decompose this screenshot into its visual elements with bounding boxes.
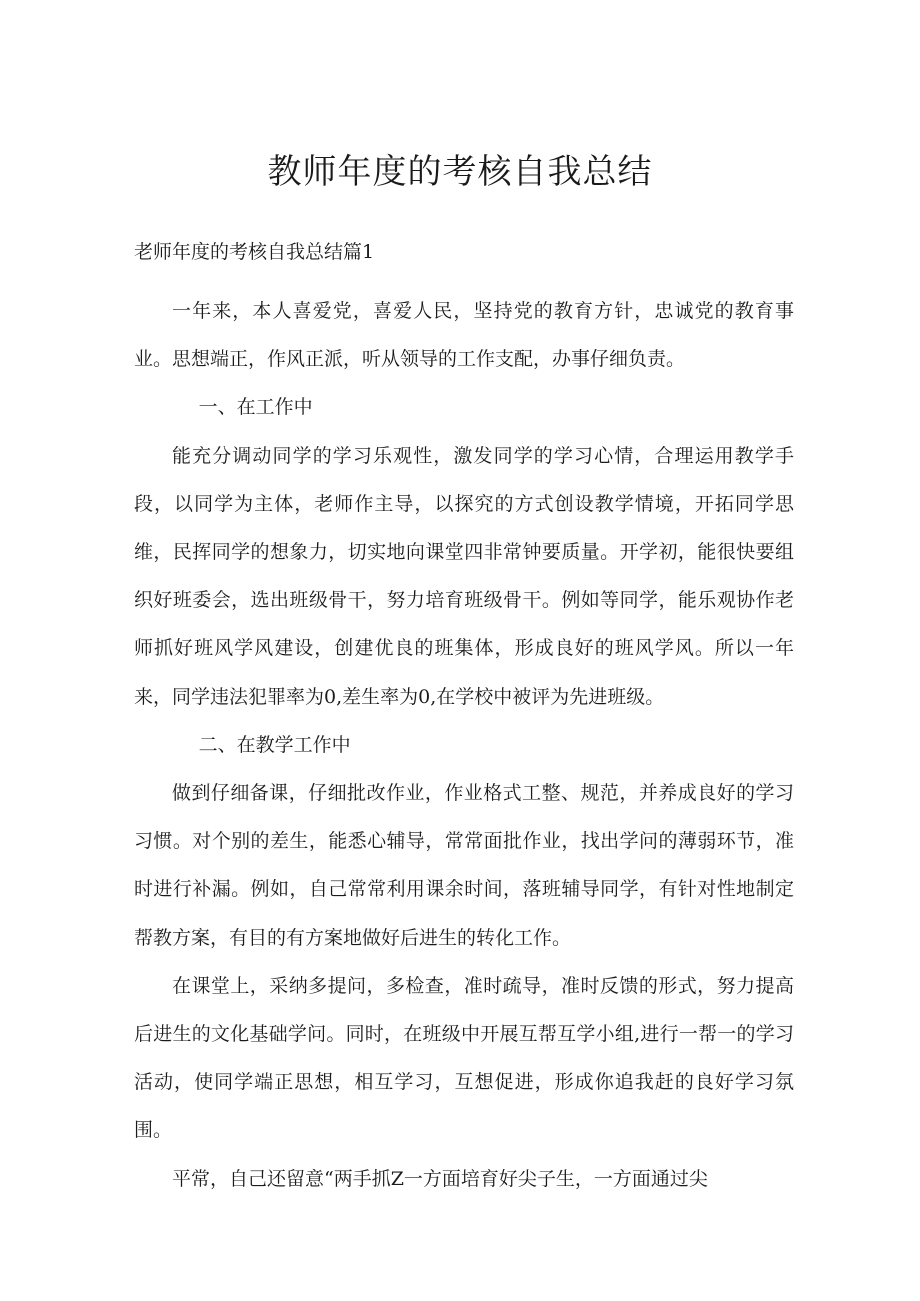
paragraph-classroom: 在课堂上，采纳多提问，多检查，准时疏导，准时反馈的形式，努力提高后进生的文化基础学问。同时，在班级中开展互帮互学小组,进行一帮一的学习活动，使同学端正思想，相互学习，互想促进，形成你追我赶的良好学习氛围。 xyxy=(134,974,794,1142)
section-heading-teaching: 二、在教学工作中 xyxy=(198,733,351,756)
document-body xyxy=(134,287,794,1203)
section-heading-work: 一、在工作中 xyxy=(198,396,313,419)
document-title: 教师年度的考核自我总结 xyxy=(267,152,653,192)
paragraph-usual: 平常，自己还留意“两手抓Z一方面培育好尖子生，一方面通过尖 xyxy=(172,1167,708,1190)
paragraph-teaching: 做到仔细备课，仔细批改作业，作业格式工整、规范，并养成良好的学习习惯。对个别的差生，能悉心辅导，常常面批作业，找出学问的薄弱环节，准时进行补漏。例如，自己常常利用课余时间，落班辅导同学，有针对性地制定帮教方案，有目的有方案地做好后进生的转化工作。 xyxy=(134,782,794,949)
paragraph-intro: 一年来，本人喜爱党，喜爱人民，坚持党的教育方针，忠诚党的教育事业。思想端正，作风正派，听从领导的工作支配，办事仔细负责。 xyxy=(134,300,794,371)
paragraph-work: 能充分调动同学的学习乐观性，激发同学的学习心情，合理运用教学手段，以同学为主体，老师作主导，以探究的方式创设教学情境，开拓同学思维，民挥同学的想象力，切实地向课堂四非常钟要质量。开学初，能很快要组织好班委会，选出班级骨干，努力培育班级骨干。例如等同学，能乐观协作老师抓好班风学风建设，创建优良的班集体，形成良好的班风学风。所以一年来，同学违法犯罪率为0,差生率为0,在学校中被评为先进班级。 xyxy=(134,444,794,708)
section-subtitle: 老师年度的考核自我总结篇1 xyxy=(134,241,375,263)
